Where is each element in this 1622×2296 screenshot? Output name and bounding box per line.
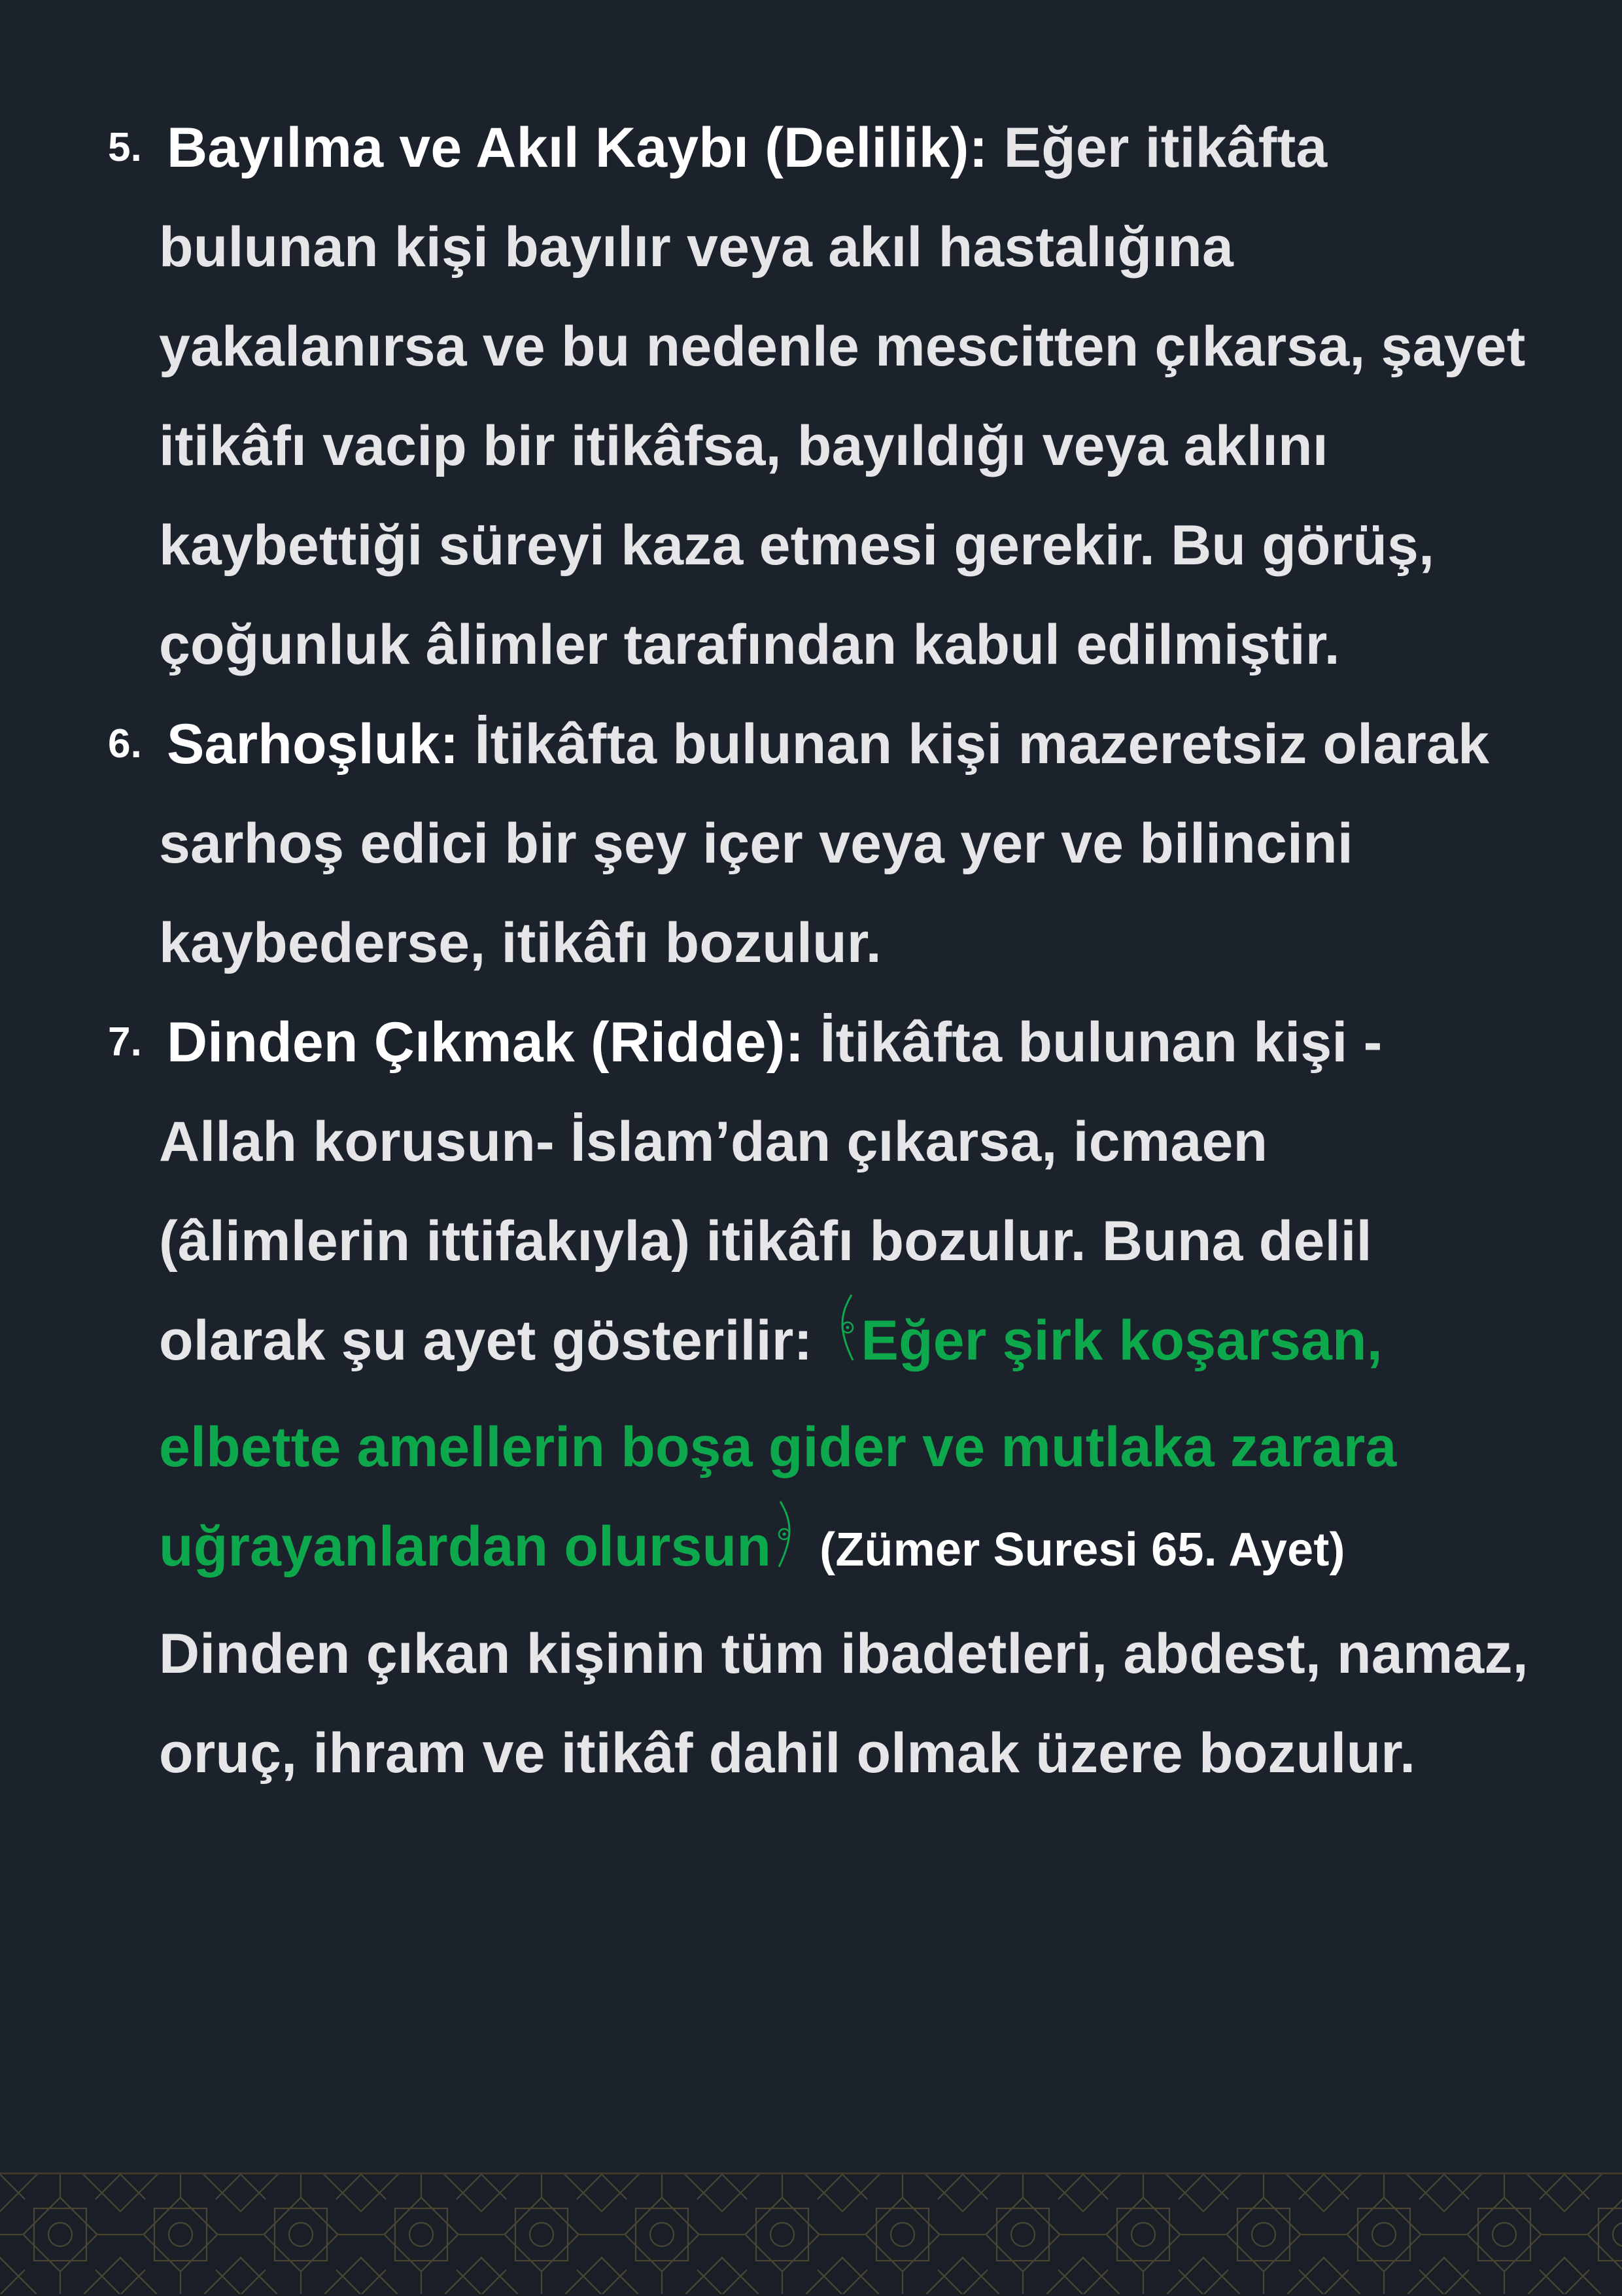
item-number: 6. (108, 721, 143, 766)
list-item-5 (108, 98, 1534, 694)
ornamental-footer (0, 2172, 1622, 2296)
item-text: İtikâfta bulunan kişi - Allah korusun- İslam’dan çıkarsa, icmaen (âlimlerin ittifakıyla) itikâfı bozulur. Buna delil olarak şu ayet gösterilir: (159, 1011, 1383, 1372)
list-item-7 (108, 993, 1534, 1803)
item-text: Eğer itikâfta bulunan kişi bayılır veya akıl hastalığına yakalanırsa ve bu nedenle mescitten çıkarsa, şayet itikâfı vacip bir itikâfsa, bayıldığı veya aklını kaybettiği süreyi kaza etmesi gerekir. Bu görüş, çoğunluk âlimler tarafından kabul edilmiştir. (159, 116, 1526, 676)
item-heading: Sarhoşluk: (167, 713, 459, 776)
ornate-open-bracket-icon (833, 1292, 855, 1397)
item-closing-text: Dinden çıkan kişinin tüm ibadetleri, abdest, namaz, oruç, ihram ve itikâf dahil olmak üzere bozulur. (159, 1622, 1528, 1785)
item-number: 7. (108, 1019, 143, 1065)
verse-reference: (Zümer Suresi 65. Ayet) (820, 1524, 1345, 1577)
item-text: İtikâfta bulunan kişi mazeretsiz olarak sarhoş edici bir şey içer veya yer ve bilincini kaybederse, itikâfı bozulur. (159, 713, 1490, 974)
list-item-6 (108, 694, 1534, 993)
geometric-pattern-icon (0, 2174, 1622, 2294)
quran-verse: Eğer şirk koşarsan, elbette amellerin boşa gider ve mutlaka zarara uğrayanlardan olursun (159, 1309, 1397, 1579)
item-number: 5. (108, 125, 143, 170)
ornate-close-bracket-icon (776, 1498, 799, 1604)
item-heading: Dinden Çıkmak (Ridde): (167, 1011, 804, 1074)
content-list (108, 98, 1534, 1803)
item-heading: Bayılma ve Akıl Kaybı (Delilik): (167, 116, 988, 179)
